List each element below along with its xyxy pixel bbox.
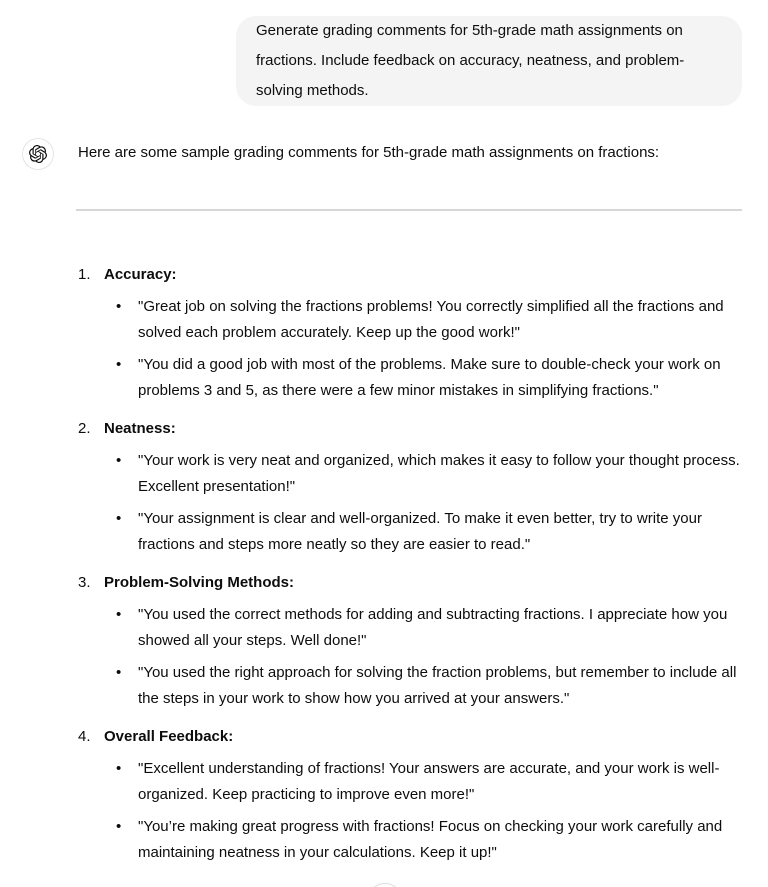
- scroll-down-button[interactable]: [368, 883, 402, 887]
- bullet-item: [114, 814, 742, 866]
- bullet-text: "Your work is very neat and organized, which makes it easy to follow your thought process. Excellent presentation!": [138, 452, 740, 495]
- bullet-item: [114, 448, 742, 500]
- bullet-text: "You used the right approach for solving the fraction problems, but remember to include all the steps in your work to show how you arrived at your answers.": [138, 664, 737, 707]
- bullet-text: "You used the correct methods for adding and subtracting fractions. I appreciate how you showed all your steps. Well done!": [138, 606, 728, 649]
- bullet-group: [114, 602, 742, 712]
- bullet-dot-icon: [114, 756, 138, 808]
- bullet-item: [114, 602, 742, 654]
- assistant-intro-text: Here are some sample grading comments for 5th-grade math assignments on fractions:: [78, 144, 660, 161]
- bullet-group: [114, 756, 742, 866]
- assistant-avatar: [22, 138, 54, 170]
- bullet-item: [114, 294, 742, 346]
- bullet-dot-icon: [114, 448, 138, 500]
- list-item-label: Overall Feedback:: [104, 728, 234, 745]
- list-item-header: [78, 416, 742, 442]
- bullet-dot-icon: [114, 506, 138, 558]
- bullet-dot-icon: [114, 660, 138, 712]
- bullet-dot-icon: [114, 294, 138, 346]
- bullet-text: "Your assignment is clear and well-organized. To make it even better, try to write your fractions and steps more neatly so they are easier to read.": [138, 510, 702, 553]
- user-message-bubble: Generate grading comments for 5th-grade math assignments on fractions. Include feedback on accuracy, neatness, and problem-solving methods.: [236, 16, 742, 106]
- assistant-message-content: [78, 138, 742, 866]
- assistant-message-row: [0, 138, 768, 866]
- list-item-number: 2.: [78, 420, 91, 437]
- list-item-header: [78, 724, 742, 750]
- list-item-number: 3.: [78, 574, 91, 591]
- bullet-dot-icon: [114, 602, 138, 654]
- section-divider: [76, 209, 742, 211]
- bullet-item: [114, 660, 742, 712]
- bullet-item: [114, 506, 742, 558]
- list-item-number: 4.: [78, 728, 91, 745]
- user-message-row: [0, 0, 768, 106]
- list-item-label: Neatness:: [104, 420, 176, 437]
- bullet-item: [114, 756, 742, 808]
- list-item-neatness: [78, 416, 742, 558]
- bullet-group: [114, 448, 742, 558]
- grading-comments-list: [78, 262, 742, 866]
- list-item-problem-solving-methods: [78, 570, 742, 712]
- list-item-number: 1.: [78, 266, 91, 283]
- bullet-group: [114, 294, 742, 404]
- chatgpt-logo-icon: [29, 145, 47, 163]
- list-item-header: [78, 570, 742, 596]
- bullet-dot-icon: [114, 352, 138, 404]
- bullet-text: "You’re making great progress with fractions! Focus on checking your work carefully and maintaining neatness in your calculations. Keep it up!": [138, 818, 723, 861]
- bullet-text: "You did a good job with most of the problems. Make sure to double-check your work on problems 3 and 5, as there were a few minor mistakes in simplifying fractions.": [138, 356, 721, 399]
- list-item-label: Problem-Solving Methods:: [104, 574, 295, 591]
- bullet-item: [114, 352, 742, 404]
- list-item-overall-feedback: [78, 724, 742, 866]
- bullet-dot-icon: [114, 814, 138, 866]
- bullet-text: "Excellent understanding of fractions! Your answers are accurate, and your work is well-organized. Keep practicing to improve even more!": [138, 760, 720, 803]
- list-item-label: Accuracy:: [104, 266, 177, 283]
- bullet-text: "Great job on solving the fractions problems! You correctly simplified all the fractions and solved each problem accurately. Keep up the good work!": [138, 298, 724, 341]
- list-item-header: [78, 262, 742, 288]
- list-item-accuracy: [78, 262, 742, 404]
